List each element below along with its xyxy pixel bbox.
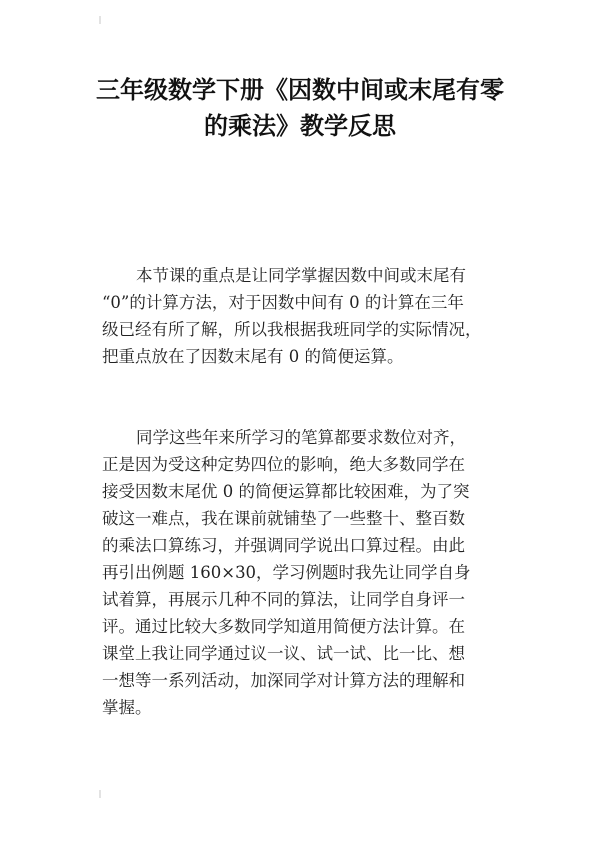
- paragraph-1: [102, 262, 502, 370]
- paragraph-line: 本节课的重点是让同学掌握因数中间或末尾有: [136, 266, 466, 285]
- paragraph-line: 的乘法口算练习，并强调同学说出口算过程。由此: [102, 536, 465, 555]
- paragraph-line: 同学这些年来所学习的笔算都要求数位对齐，: [136, 428, 466, 447]
- paragraph-line: 掌握。: [102, 698, 152, 717]
- title-line: 三年级数学下册《因数中间或末尾有零: [96, 76, 504, 104]
- paragraph-line: 课堂上我让同学通过议一议、试一试、比一比、想: [102, 644, 465, 663]
- page-edge-mark: [99, 790, 101, 798]
- document-title: [60, 72, 540, 144]
- paragraph-line: 试着算，再展示几种不同的算法，让同学自身评一: [102, 590, 465, 609]
- page-edge-mark: [99, 16, 101, 24]
- paragraph-line: 正是因为受这种定势四位的影响，绝大多数同学在: [102, 455, 465, 474]
- paragraph-line: “0”的计算方法，对于因数中间有 0 的计算在三年: [102, 293, 464, 312]
- paragraph-line: 评。通过比较大多数同学知道用简便方法计算。在: [102, 617, 465, 636]
- paragraph-line: 再引出例题 160×30，学习例题时我先让同学自身: [102, 563, 471, 582]
- paragraph-2: [102, 424, 502, 721]
- paragraph-line: 把重点放在了因数末尾有 0 的简便运算。: [102, 347, 404, 366]
- paragraph-line: 接受因数末尾优 0 的简便运算都比较困难，为了突: [102, 482, 470, 501]
- paragraph-line: 级已经有所了解，所以我根据我班同学的实际情况，: [102, 320, 482, 339]
- paragraph-line: 一想等一系列活动，加深同学对计算方法的理解和: [102, 671, 465, 690]
- title-line: 的乘法》教学反思: [204, 112, 396, 140]
- paragraph-line: 破这一难点，我在课前就铺垫了一些整十、整百数: [102, 509, 465, 528]
